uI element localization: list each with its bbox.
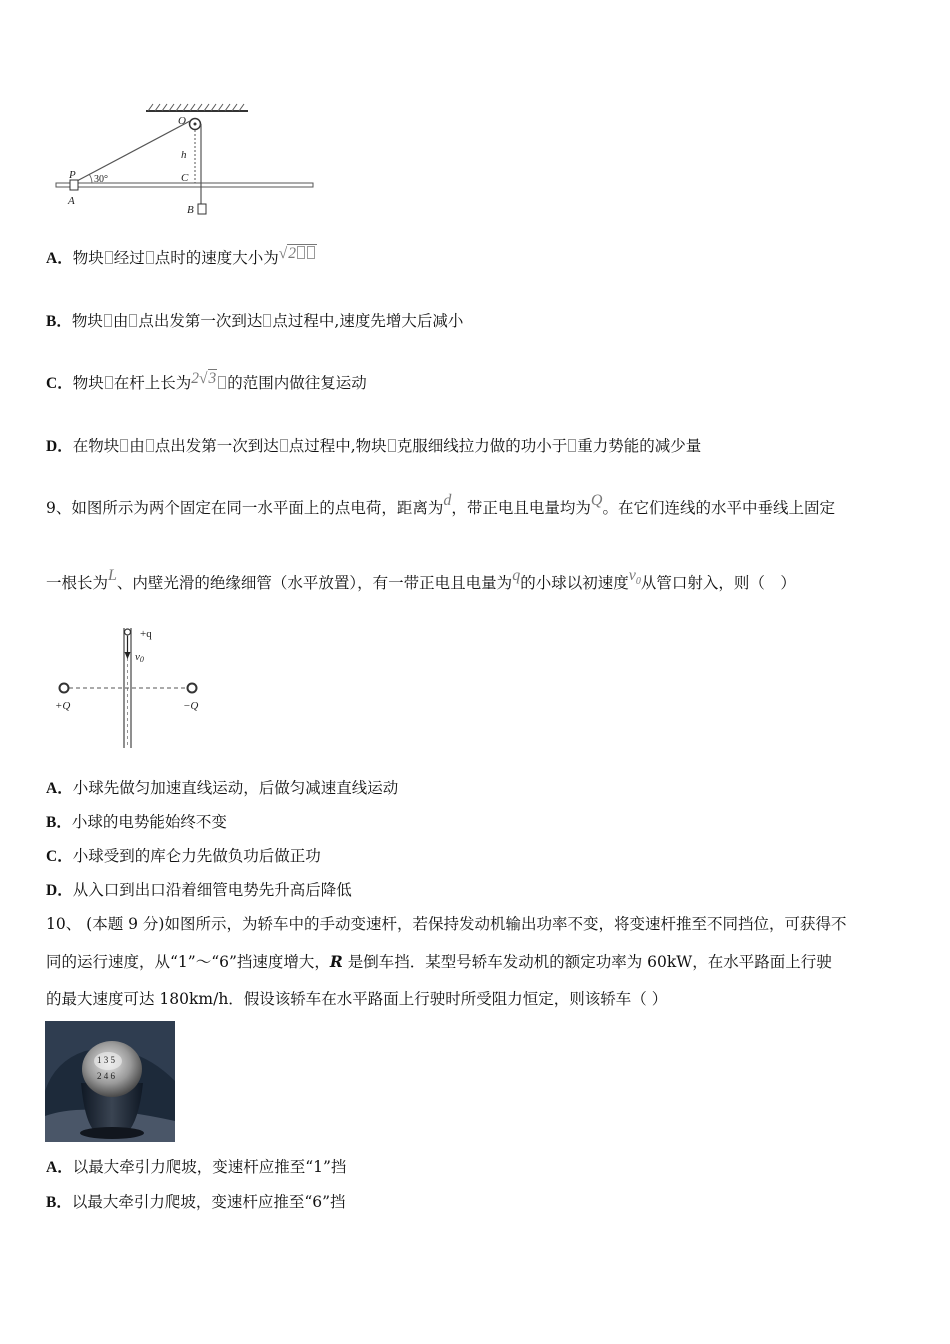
q10-stem-line2: 同的运行速度，从“1”～“6”挡速度增大，R 是倒车挡．某型号轿车发动机的额定功率为 60kW，在水平路面上行驶 [46,952,832,971]
label-v0: v0 [135,651,144,664]
label-b: B [187,204,194,216]
knob-bottom-labels: 2 4 6 [97,1071,115,1081]
sqrt-expr: √2 [279,245,317,262]
q8-option-b: B．物块 由 点出发第一次到达 点过程中,速度先增大后减小 [46,312,464,330]
q10-stem-line1: 10、 (本题 9 分)如图所示，为轿车中的手动变速杆，若保持发动机输出功率不变，将变速杆推至不同挡位，可获得不 [46,915,847,933]
q10-stem-line3: 的最大速度可达 180km/h．假设该轿车在水平路面上行驶时所受阻力恒定，则该轿车（ ） [46,990,668,1008]
charges-tube-diagram [50,620,220,755]
q9-stem-line1: 9、如图所示为两个固定在同一水平面上的点电荷，距离为d，带正电且电量均为Q。在它们连线的水平中垂线上固定 [46,492,835,517]
label-c: C [181,172,189,184]
q9-option-a: A．小球先做匀加速直线运动，后做匀减速直线运动 [46,779,399,797]
q8-option-c: C．物块 在杆上长为2√3 的范围内做往复运动 [46,370,367,392]
label-plus-q: +q [140,628,152,640]
q10-option-a: A．以最大牵引力爬坡，变速杆应推至“1”挡 [46,1158,347,1176]
label-o: O [178,115,186,127]
label-p: P [69,169,76,181]
q9-option-d: D．从入口到出口沿着细管电势先升高后降低 [46,881,352,899]
sqrt-expr: 2√3 [191,370,217,387]
q10-option-b: B．以最大牵引力爬坡，变速杆应推至“6”挡 [46,1193,346,1211]
q8-option-d: D．在物块 由 点出发第一次到达 点过程中,物块 克服细线拉力做的功小于 重力势能的减少量 [46,437,702,455]
label-plus-Q: +Q [55,700,71,712]
label-angle: 30° [94,174,108,185]
label-a: A [68,195,75,207]
gear-shifter-photo [45,1021,175,1142]
pulley-diagram [50,100,330,220]
q9-stem-line2: 一根长为L、内壁光滑的绝缘细管（水平放置），有一带正电且电量为q的小球以初速度$v_0$从管口射入，则（ ） [46,567,796,592]
q9-option-c: C．小球受到的库仑力先做负功后做正功 [46,847,321,865]
label-h: h [181,149,187,161]
q8-option-a: A．物块 经过 点时的速度大小为√2 [46,247,317,270]
knob-top-labels: 1 3 5 [97,1055,115,1065]
label-minus-Q: −Q [183,700,199,712]
q9-option-b: B．小球的电势能始终不变 [46,813,227,831]
